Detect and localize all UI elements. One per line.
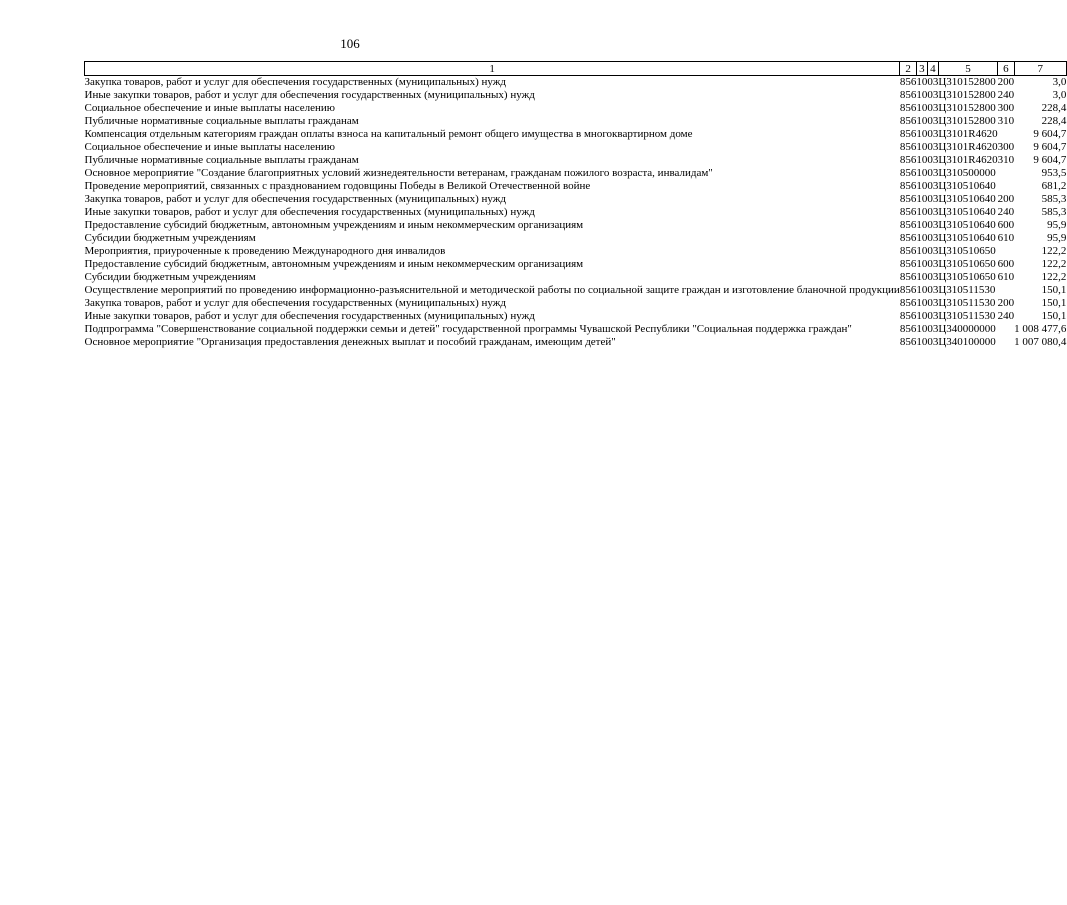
row-subsection-code: 03: [927, 76, 939, 88]
row-name: Предоставление субсидий бюджетным, автономным учреждениям и иным некоммерческим организациям: [84, 258, 584, 270]
table-row: [85, 180, 1067, 193]
row-ministry-code: 856: [899, 219, 917, 231]
row-subsection-code: 03: [927, 297, 939, 309]
row-section-code: 10: [916, 154, 928, 166]
row-section-code: 10: [916, 89, 928, 101]
row-name: Закупка товаров, работ и услуг для обеспечения государственных (муниципальных) нужд: [84, 193, 506, 205]
row-subsection-code: 03: [927, 180, 939, 192]
row-section-code: 10: [916, 167, 928, 179]
row-name: Проведение мероприятий, связанных с празднованием годовщины Победы в Великой Отечественной войне: [84, 180, 591, 192]
row-expense-type: 610: [997, 232, 1015, 244]
table-row: [85, 76, 1067, 90]
column-number-row: [85, 62, 1067, 76]
row-subsection-code: 03: [927, 219, 939, 231]
row-amount: 3,0: [1052, 76, 1067, 88]
row-section-code: 10: [916, 128, 928, 140]
row-ministry-code: 856: [899, 193, 917, 205]
row-amount: 122,2: [1041, 245, 1067, 257]
row-amount: 953,5: [1041, 167, 1067, 179]
row-target-article: Ц310511530: [938, 310, 996, 322]
row-target-article: Ц310500000: [938, 167, 996, 179]
row-name: Мероприятия, приуроченные к проведению Международного дня инвалидов: [84, 245, 446, 257]
row-name: Публичные нормативные социальные выплаты гражданам: [84, 115, 359, 127]
row-name: Предоставление субсидий бюджетным, автономным учреждениям и иным некоммерческим организациям: [84, 219, 584, 231]
row-ministry-code: 856: [899, 167, 917, 179]
column-header: 1: [85, 62, 900, 76]
row-subsection-code: 03: [927, 206, 939, 218]
row-name: Субсидии бюджетным учреждениям: [84, 271, 256, 283]
page-number: 106: [340, 36, 360, 51]
row-expense-type: 600: [997, 258, 1015, 270]
row-amount: 9 604,7: [1033, 128, 1067, 140]
table-body: [85, 76, 1067, 350]
row-name: Основное мероприятие "Создание благоприятных условий жизнедеятельности ветеранам, гражданам пожилого возраста, инвалидам": [84, 167, 713, 179]
row-ministry-code: 856: [899, 128, 917, 140]
row-subsection-code: 03: [927, 232, 939, 244]
row-subsection-code: 03: [927, 245, 939, 257]
row-expense-type: [998, 167, 1015, 180]
row-ministry-code: 856: [899, 297, 917, 309]
row-ministry-code: 856: [899, 310, 917, 322]
table-row: [85, 102, 1067, 115]
row-amount: 228,4: [1041, 102, 1067, 114]
row-target-article: Ц310510640: [938, 232, 996, 244]
table-row: [85, 206, 1067, 219]
row-name: Осуществление мероприятий по проведению информационно-разъяснительной и методической работы по социальной защите граждан и изготовление бланочной продукции: [84, 284, 900, 296]
row-amount: 3,0: [1052, 89, 1067, 101]
row-target-article: Ц310510650: [938, 271, 996, 283]
row-amount: 150,1: [1041, 284, 1067, 296]
row-section-code: 10: [916, 323, 928, 335]
table-header: [85, 62, 1067, 76]
column-header: 6: [998, 62, 1015, 76]
row-expense-type: [998, 323, 1015, 336]
table-row: [85, 336, 1067, 349]
row-subsection-code: 03: [927, 310, 939, 322]
row-ministry-code: 856: [899, 76, 917, 88]
row-ministry-code: 856: [899, 102, 917, 114]
table-row: [85, 297, 1067, 310]
row-amount: 122,2: [1041, 258, 1067, 270]
row-target-article: Ц310510640: [938, 219, 996, 231]
row-section-code: 10: [916, 102, 928, 114]
row-name: Публичные нормативные социальные выплаты гражданам: [84, 154, 359, 166]
row-ministry-code: 856: [899, 232, 917, 244]
row-subsection-code: 03: [927, 154, 939, 166]
row-target-article: Ц310511530: [938, 297, 996, 309]
row-subsection-code: 03: [927, 89, 939, 101]
row-ministry-code: 856: [899, 284, 917, 296]
row-expense-type: 200: [997, 193, 1015, 205]
row-section-code: 10: [916, 271, 928, 283]
row-ministry-code: 856: [899, 89, 917, 101]
row-name: Субсидии бюджетным учреждениям: [84, 232, 256, 244]
row-amount: 9 604,7: [1033, 154, 1067, 166]
row-name: Компенсация отдельным категориям граждан оплаты взноса на капитальный ремонт общего имущества в многоквартирном доме: [84, 128, 693, 140]
table-row: [85, 167, 1067, 180]
row-name: Иные закупки товаров, работ и услуг для обеспечения государственных (муниципальных) нужд: [84, 310, 535, 322]
row-section-code: 10: [916, 297, 928, 309]
row-target-article: Ц310152800: [938, 102, 996, 114]
row-ministry-code: 856: [899, 141, 917, 153]
table-row: [85, 232, 1067, 245]
row-ministry-code: 856: [899, 336, 917, 348]
row-expense-type: 240: [997, 89, 1015, 101]
row-ministry-code: 856: [899, 258, 917, 270]
row-expense-type: 240: [997, 206, 1015, 218]
row-subsection-code: 03: [927, 115, 939, 127]
row-target-article: Ц310510650: [938, 258, 996, 270]
row-target-article: Ц340000000: [938, 323, 996, 335]
row-name: Подпрограмма "Совершенствование социальной поддержки семьи и детей" государственной программы Чувашской Республики "Социальная поддержка граждан": [84, 323, 852, 335]
row-section-code: 10: [916, 336, 928, 348]
row-expense-type: [998, 128, 1015, 141]
row-name: Иные закупки товаров, работ и услуг для обеспечения государственных (муниципальных) нужд: [84, 89, 535, 101]
row-ministry-code: 856: [899, 180, 917, 192]
row-expense-type: 610: [997, 271, 1015, 283]
row-expense-type: 600: [997, 219, 1015, 231]
row-subsection-code: 03: [927, 167, 939, 179]
row-target-article: Ц3101R4620: [938, 128, 998, 140]
row-amount: 122,2: [1041, 271, 1067, 283]
row-subsection-code: 03: [927, 271, 939, 283]
row-section-code: 10: [916, 258, 928, 270]
row-ministry-code: 856: [899, 206, 917, 218]
row-amount: 585,3: [1041, 206, 1067, 218]
row-subsection-code: 03: [927, 258, 939, 270]
column-header: 5: [938, 62, 997, 76]
row-section-code: 10: [916, 193, 928, 205]
table-row: [85, 128, 1067, 141]
row-target-article: Ц310152800: [938, 89, 996, 101]
row-amount: 95,9: [1047, 219, 1067, 231]
row-expense-type: [998, 336, 1015, 349]
row-section-code: 10: [916, 284, 928, 296]
row-expense-type: [998, 245, 1015, 258]
table-row: [85, 310, 1067, 323]
row-amount: 150,1: [1041, 297, 1067, 309]
table-row: [85, 284, 1067, 297]
row-amount: 9 604,7: [1033, 141, 1067, 153]
table-row: [85, 141, 1067, 154]
row-section-code: 10: [916, 115, 928, 127]
row-expense-type: 300: [997, 102, 1015, 114]
row-ministry-code: 856: [899, 271, 917, 283]
row-subsection-code: 03: [927, 128, 939, 140]
table-row: [85, 89, 1067, 102]
row-expense-type: 310: [997, 154, 1015, 166]
row-expense-type: [998, 180, 1015, 193]
row-target-article: Ц310510640: [938, 193, 996, 205]
row-section-code: 10: [916, 206, 928, 218]
row-expense-type: [998, 284, 1015, 297]
row-ministry-code: 856: [899, 323, 917, 335]
row-subsection-code: 03: [927, 336, 939, 348]
row-name: Основное мероприятие "Организация предоставления денежных выплат и пособий гражданам, имеющим детей": [84, 336, 616, 348]
row-target-article: Ц3101R4620: [938, 154, 998, 166]
row-ministry-code: 856: [899, 154, 917, 166]
budget-table: [84, 61, 1067, 349]
column-header: 7: [1014, 62, 1066, 76]
row-subsection-code: 03: [927, 193, 939, 205]
row-subsection-code: 03: [927, 323, 939, 335]
row-ministry-code: 856: [899, 115, 917, 127]
row-expense-type: 200: [997, 76, 1015, 88]
table-row: [85, 219, 1067, 232]
row-amount: 585,3: [1041, 193, 1067, 205]
table-row: [85, 258, 1067, 271]
row-section-code: 10: [916, 180, 928, 192]
row-name: Иные закупки товаров, работ и услуг для обеспечения государственных (муниципальных) нужд: [84, 206, 535, 218]
table-row: [85, 115, 1067, 128]
column-header: 2: [900, 62, 917, 76]
row-amount: 681,2: [1041, 180, 1067, 192]
row-name: Социальное обеспечение и иные выплаты населению: [84, 102, 336, 114]
row-target-article: Ц310152800: [938, 76, 996, 88]
row-amount: 1 007 080,4: [1014, 336, 1067, 348]
row-section-code: 10: [916, 141, 928, 153]
column-header: 3: [916, 62, 927, 76]
row-subsection-code: 03: [927, 102, 939, 114]
row-target-article: Ц3101R4620: [938, 141, 998, 153]
row-subsection-code: 03: [927, 284, 939, 296]
row-subsection-code: 03: [927, 141, 939, 153]
row-name: Закупка товаров, работ и услуг для обеспечения государственных (муниципальных) нужд: [84, 76, 506, 88]
row-section-code: 10: [916, 310, 928, 322]
row-expense-type: 200: [997, 297, 1015, 309]
row-section-code: 10: [916, 76, 928, 88]
row-ministry-code: 856: [899, 245, 917, 257]
row-target-article: Ц310511530: [938, 284, 996, 296]
row-name: Социальное обеспечение и иные выплаты населению: [84, 141, 336, 153]
row-amount: 95,9: [1047, 232, 1067, 244]
column-header: 4: [927, 62, 938, 76]
row-target-article: Ц310510640: [938, 180, 996, 192]
table-row: [85, 323, 1067, 336]
row-section-code: 10: [916, 232, 928, 244]
row-amount: 228,4: [1041, 115, 1067, 127]
row-amount: 1 008 477,6: [1014, 323, 1067, 335]
row-expense-type: 310: [997, 115, 1015, 127]
row-section-code: 10: [916, 219, 928, 231]
row-target-article: Ц310510640: [938, 206, 996, 218]
row-target-article: Ц310510650: [938, 245, 996, 257]
row-expense-type: 300: [997, 141, 1015, 153]
row-name: Закупка товаров, работ и услуг для обеспечения государственных (муниципальных) нужд: [84, 297, 506, 309]
row-target-article: Ц340100000: [938, 336, 996, 348]
table-row: [85, 271, 1067, 284]
row-target-article: Ц310152800: [938, 115, 996, 127]
table-row: [85, 154, 1067, 167]
table-row: [85, 245, 1067, 258]
row-amount: 150,1: [1041, 310, 1067, 322]
table-row: [85, 193, 1067, 206]
row-expense-type: 240: [997, 310, 1015, 322]
row-section-code: 10: [916, 245, 928, 257]
